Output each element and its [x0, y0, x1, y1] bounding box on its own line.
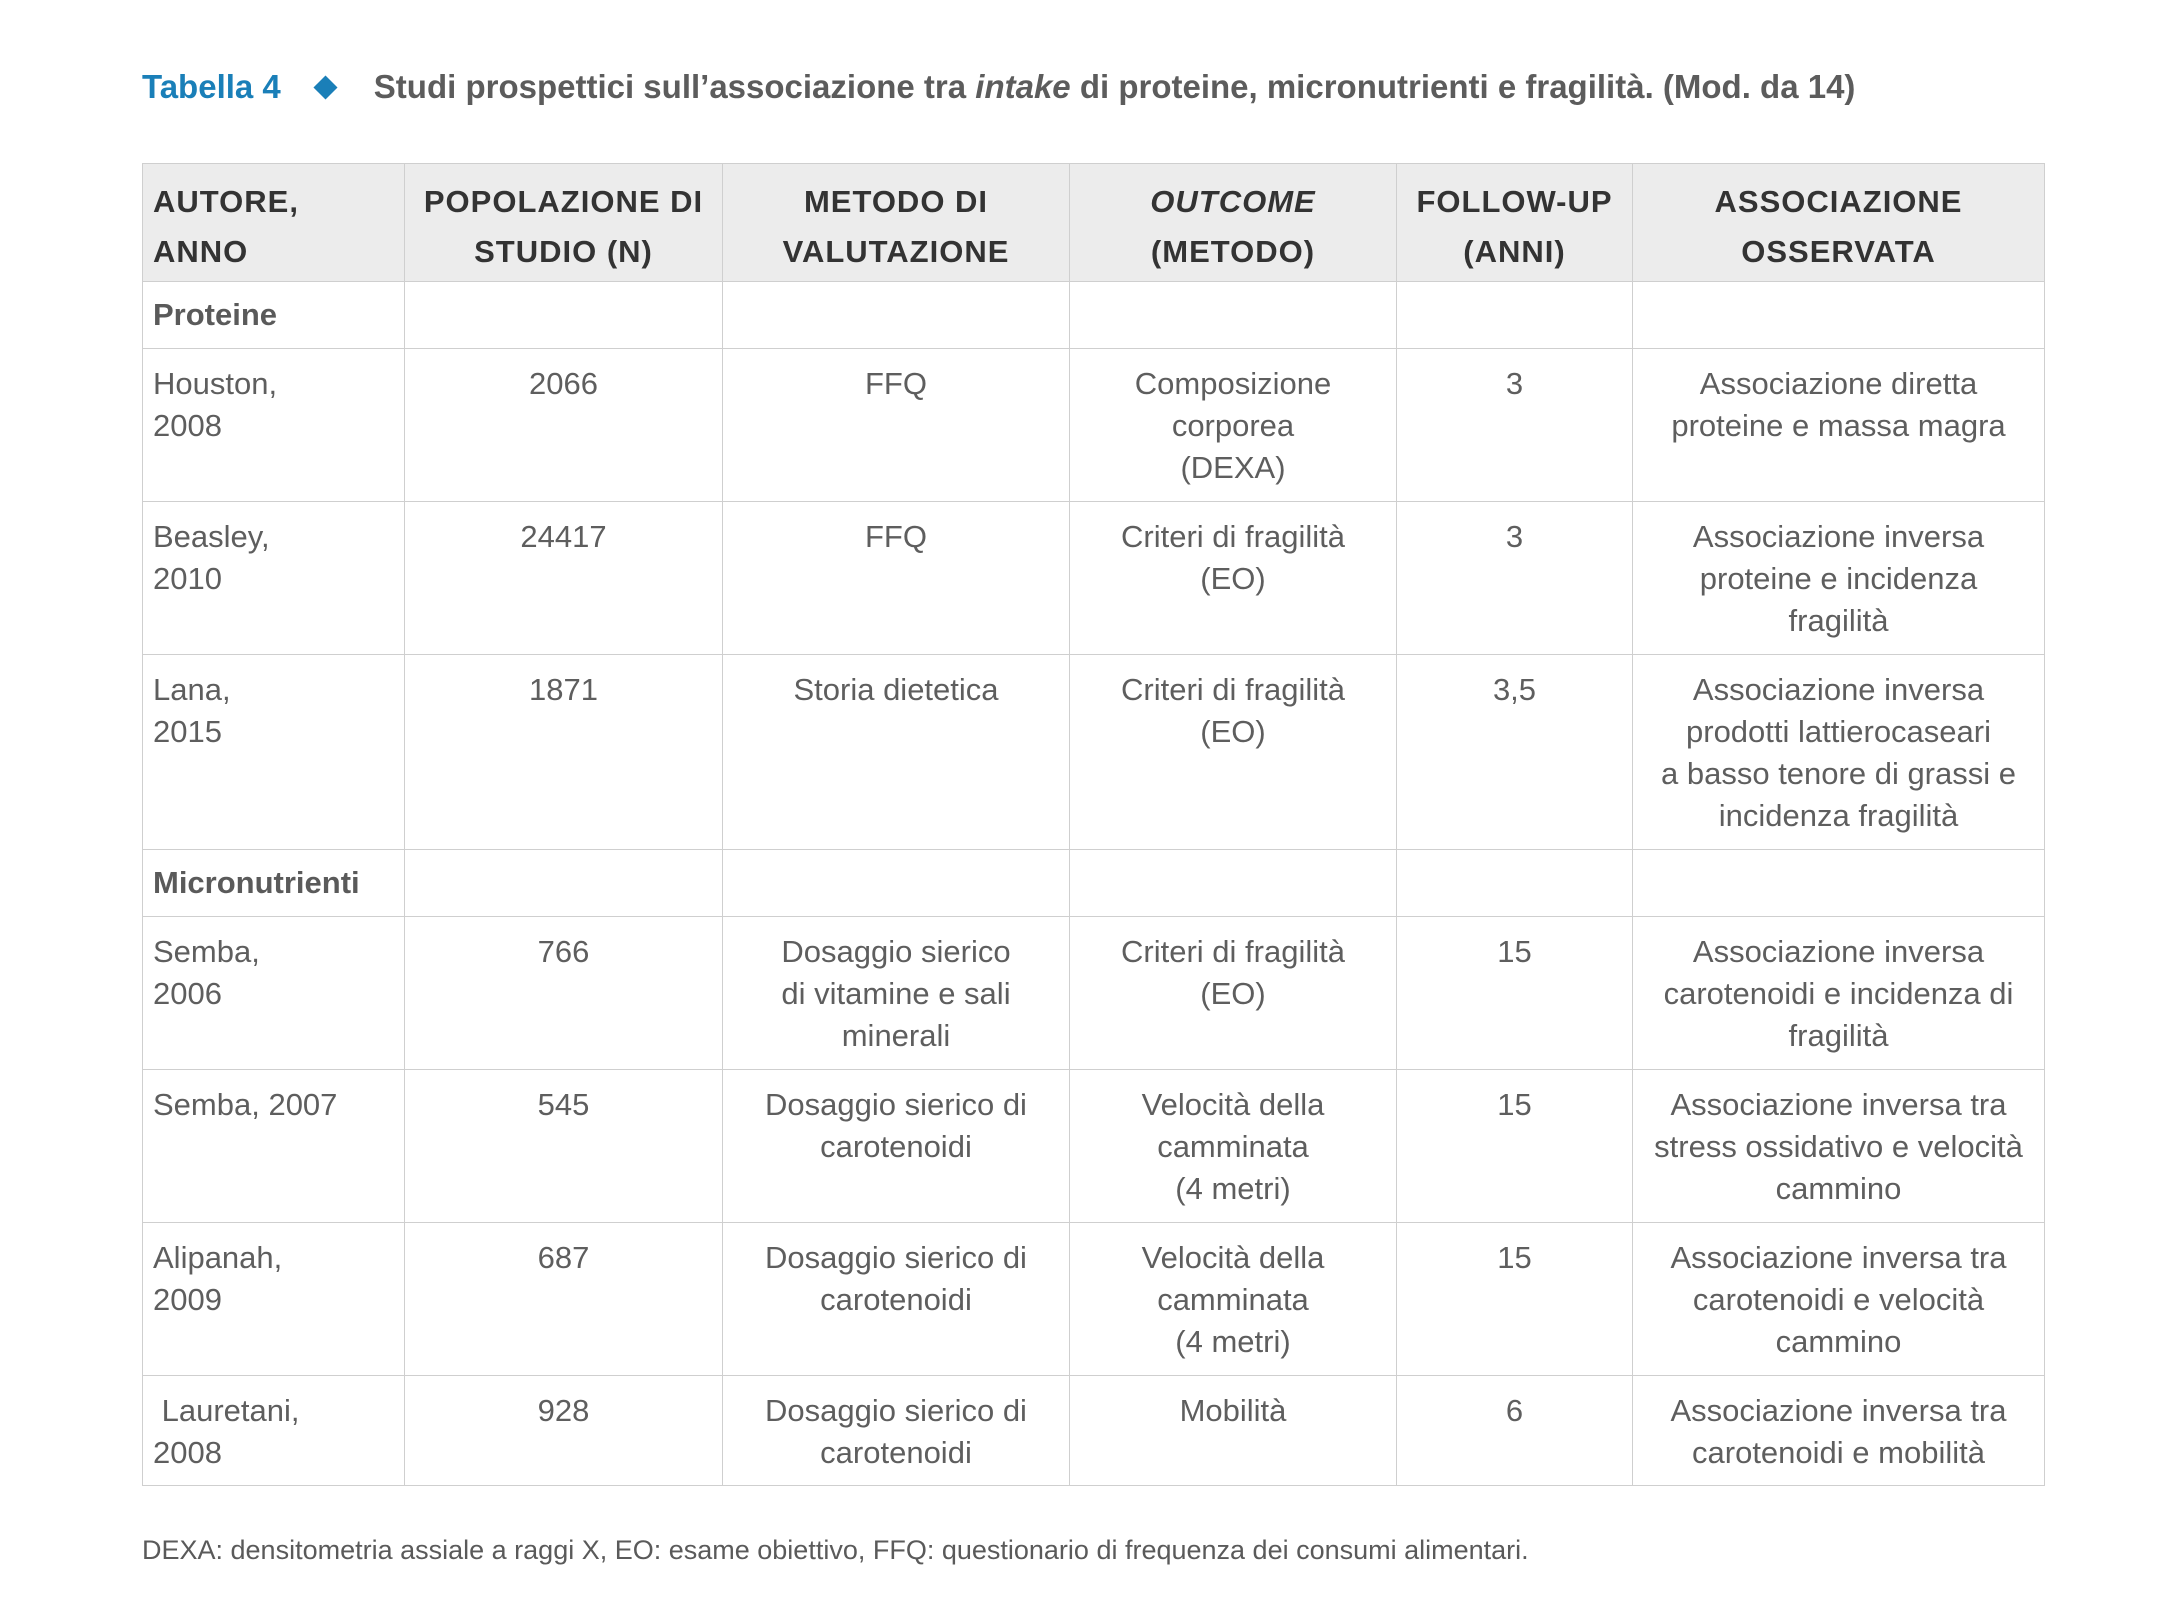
cell-text-line: Dosaggio sierico di — [765, 1240, 1027, 1275]
empty-cell — [1070, 850, 1397, 917]
cell-association — [1633, 1070, 2045, 1223]
table-footnote: DEXA: densitometria assiale a raggi X, EO: esame obiettivo, FFQ: questionario di frequenza dei consumi alimentari. — [142, 1535, 1529, 1565]
cell-text-line: 2006 — [153, 976, 222, 1011]
cell-followup: 6 — [1397, 1376, 1633, 1486]
cell-author: Semba, 2007 — [143, 1070, 405, 1223]
cell-text-line: Houston, — [153, 366, 278, 401]
cell-outcome — [1070, 655, 1397, 850]
cell-text-line: Associazione inversa tra — [1670, 1240, 2007, 1275]
cell-text-line: Associazione diretta — [1699, 366, 1978, 401]
cell-text-line: camminata — [1157, 1129, 1309, 1164]
cell-outcome — [1070, 1223, 1397, 1376]
cell-text-line: 2010 — [153, 561, 222, 596]
cell-text-line: 2009 — [153, 1282, 222, 1317]
cell-text-line: fragilità — [1788, 603, 1889, 638]
cell-text-line: Associazione inversa — [1692, 519, 1985, 554]
cell-text-line: Velocità della — [1141, 1240, 1325, 1275]
header-population — [405, 164, 723, 282]
cell-text-line: (DEXA) — [1180, 450, 1286, 485]
header-followup — [1397, 164, 1633, 282]
cell-text-line: Dosaggio sierico di — [765, 1087, 1027, 1122]
cell-outcome — [1070, 1070, 1397, 1223]
table-row — [143, 1070, 2045, 1223]
cell-association — [1633, 1223, 2045, 1376]
cell-text-line: STUDIO (N) — [474, 233, 653, 269]
cell-text-line: Lana, — [153, 672, 231, 707]
cell-text-line: Associazione inversa — [1692, 934, 1985, 969]
table-row — [143, 655, 2045, 850]
cell-population: 766 — [405, 917, 723, 1070]
cell-text-line: POPOLAZIONE DI — [423, 183, 704, 219]
cell-author — [143, 1376, 405, 1486]
cell-text-line: stress ossidativo e velocità — [1654, 1129, 2023, 1164]
table-row — [143, 917, 2045, 1070]
cell-author — [143, 502, 405, 655]
cell-text-line: OUTCOME — [1150, 183, 1316, 219]
cell-population: 687 — [405, 1223, 723, 1376]
table-row — [143, 1376, 2045, 1486]
cell-text-line: Associazione inversa tra — [1670, 1087, 2007, 1122]
cell-text-line: carotenoidi e mobilità — [1692, 1435, 1985, 1470]
cell-text-line: Alipanah, — [153, 1240, 283, 1275]
empty-cell — [1070, 282, 1397, 349]
empty-cell — [1633, 282, 2045, 349]
cell-text-line: di vitamine e sali — [781, 976, 1011, 1011]
cell-association — [1633, 349, 2045, 502]
header-author-year — [143, 164, 405, 282]
cell-followup: 3 — [1397, 502, 1633, 655]
cell-outcome — [1070, 917, 1397, 1070]
cell-text-line: carotenoidi e incidenza di — [1663, 976, 2014, 1011]
cell-method — [723, 1376, 1070, 1486]
cell-text-line: Associazione inversa — [1692, 672, 1985, 707]
cell-text-line: fragilità — [1788, 1018, 1889, 1053]
cell-text-line: METODO DI — [803, 183, 989, 219]
cell-text-line: cammino — [1775, 1324, 1902, 1359]
cell-text-line: ASSOCIAZIONE — [1714, 183, 1963, 219]
cell-association — [1633, 1376, 2045, 1486]
cell-text-line: incidenza fragilità — [1718, 798, 1959, 833]
cell-population: 545 — [405, 1070, 723, 1223]
cell-text-line: Velocità della — [1141, 1087, 1325, 1122]
section-label: Micronutrienti — [143, 850, 405, 917]
cell-text-line: (4 metri) — [1175, 1171, 1291, 1206]
cell-author — [143, 1223, 405, 1376]
table-title: Studi prospettici sull’associazione tra intake di proteine, micronutrienti e fragilità. (Mod. da 14) — [373, 68, 1856, 105]
cell-method: Storia dietetica — [723, 655, 1070, 850]
cell-outcome: Mobilità — [1070, 1376, 1397, 1486]
cell-text-line: Semba, — [153, 934, 260, 969]
cell-text-line: (ANNI) — [1463, 233, 1566, 269]
cell-method — [723, 1070, 1070, 1223]
cell-text-line: (4 metri) — [1175, 1324, 1291, 1359]
cell-association — [1633, 917, 2045, 1070]
cell-text-line: FOLLOW-UP — [1416, 183, 1613, 219]
cell-method: FFQ — [723, 349, 1070, 502]
cell-text-line: proteine e incidenza — [1699, 561, 1978, 596]
cell-population: 24417 — [405, 502, 723, 655]
cell-outcome — [1070, 502, 1397, 655]
cell-text-line: Dosaggio sierico di — [765, 1393, 1027, 1428]
cell-text-line: prodotti lattierocaseari — [1686, 714, 1991, 749]
empty-cell — [723, 850, 1070, 917]
header-association — [1633, 164, 2045, 282]
cell-author — [143, 349, 405, 502]
cell-text-line: camminata — [1157, 1282, 1309, 1317]
cell-followup: 15 — [1397, 1223, 1633, 1376]
cell-text-line: Beasley, — [153, 519, 270, 554]
cell-text-line: minerali — [841, 1018, 951, 1053]
cell-text-line: (METODO) — [1150, 233, 1316, 269]
section-label: Proteine — [143, 282, 405, 349]
section-row-micronutrients — [143, 850, 2045, 917]
cell-text-line: (EO) — [1200, 976, 1266, 1011]
cell-text-line: corporea — [1171, 408, 1295, 443]
cell-text-line: 2008 — [153, 408, 222, 443]
cell-followup: 15 — [1397, 1070, 1633, 1223]
cell-text-line: cammino — [1775, 1171, 1902, 1206]
cell-text-line: (EO) — [1200, 714, 1266, 749]
cell-text-line: Criteri di fragilità — [1121, 934, 1345, 969]
cell-method: FFQ — [723, 502, 1070, 655]
table-row — [143, 1223, 2045, 1376]
cell-text-line: Composizione — [1134, 366, 1332, 401]
cell-text-line: proteine e massa magra — [1671, 408, 2006, 443]
cell-text-line: carotenoidi — [820, 1129, 972, 1164]
cell-author — [143, 917, 405, 1070]
empty-cell — [1397, 850, 1633, 917]
cell-method — [723, 917, 1070, 1070]
empty-cell — [1633, 850, 2045, 917]
cell-text-line: carotenoidi — [820, 1282, 972, 1317]
diamond-icon — [313, 75, 337, 99]
empty-cell — [1397, 282, 1633, 349]
cell-followup: 15 — [1397, 917, 1633, 1070]
table-number-label: Tabella 4 — [142, 68, 281, 105]
cell-association — [1633, 655, 2045, 850]
empty-cell — [405, 282, 723, 349]
cell-population: 1871 — [405, 655, 723, 850]
cell-text-line: VALUTAZIONE — [782, 233, 1010, 269]
cell-text-line: 2008 — [153, 1435, 222, 1470]
table-row — [143, 502, 2045, 655]
cell-followup: 3,5 — [1397, 655, 1633, 850]
table-caption — [142, 62, 1855, 112]
cell-text-line: OSSERVATA — [1741, 233, 1936, 269]
cell-text-line: 2015 — [153, 714, 222, 749]
empty-cell — [723, 282, 1070, 349]
cell-method — [723, 1223, 1070, 1376]
cell-text-line: Lauretani, — [153, 1393, 300, 1428]
cell-population: 2066 — [405, 349, 723, 502]
cell-text-line: a basso tenore di grassi e — [1661, 756, 2016, 791]
cell-text-line: Criteri di fragilità — [1121, 672, 1345, 707]
cell-text-line: carotenoidi e velocità — [1692, 1282, 1985, 1317]
cell-text-line: Associazione inversa tra — [1670, 1393, 2007, 1428]
cell-text-line: carotenoidi — [820, 1435, 972, 1470]
cell-text-line: ANNO — [153, 233, 249, 269]
cell-author — [143, 655, 405, 850]
cell-text-line: (EO) — [1200, 561, 1266, 596]
cell-text-line: Criteri di fragilità — [1121, 519, 1345, 554]
cell-text-line: Dosaggio sierico — [781, 934, 1011, 969]
cell-text-line: AUTORE, — [153, 183, 299, 219]
cell-outcome — [1070, 349, 1397, 502]
header-method — [723, 164, 1070, 282]
cell-association — [1633, 502, 2045, 655]
section-row-proteins — [143, 282, 2045, 349]
table-header-row — [143, 164, 2045, 282]
table-row — [143, 349, 2045, 502]
studies-table — [142, 163, 2045, 1486]
header-outcome — [1070, 164, 1397, 282]
empty-cell — [405, 850, 723, 917]
cell-followup: 3 — [1397, 349, 1633, 502]
cell-population: 928 — [405, 1376, 723, 1486]
